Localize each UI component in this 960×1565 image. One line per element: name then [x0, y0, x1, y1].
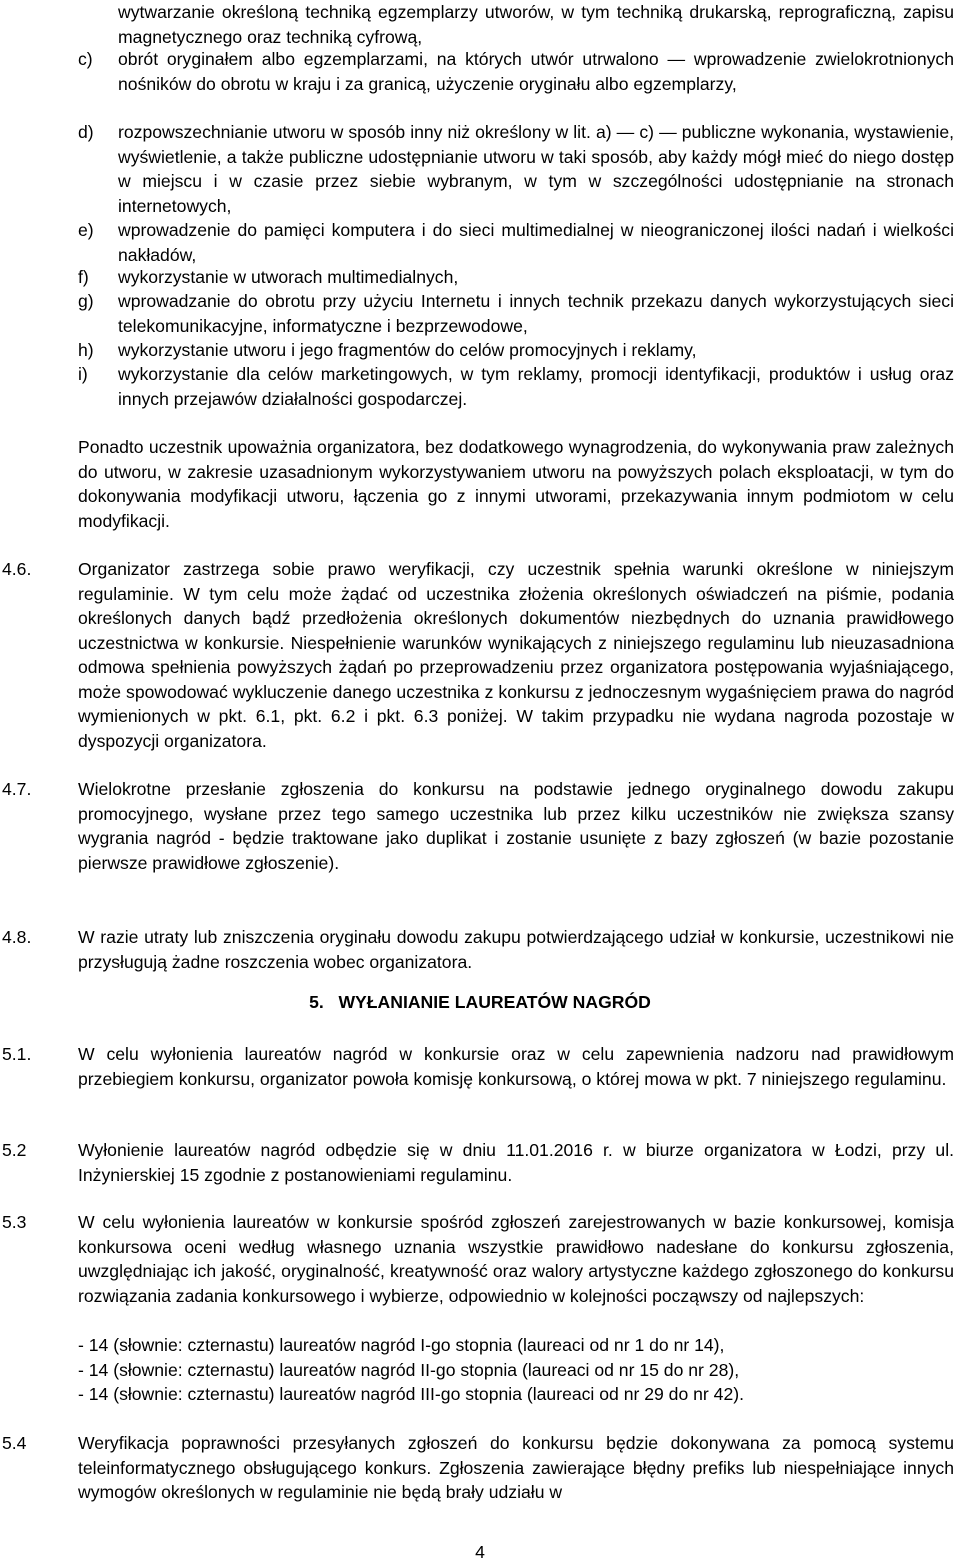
section-number: 5.3: [2, 1212, 27, 1232]
prize-list: [78, 1333, 954, 1407]
list-text: rozpowszechnianie utworu w sposób inny niż określony w lit. a) — c) — publiczne wykonania, wystawienie, wyświetlenie, a także publiczne udostępnianie utworu w taki sposób, aby każdy mógł mieć do niego dostęp w miejscu i w czasie przez siebie wybranym, w tym w szczególności udostępnianie na stronach internetowych,: [118, 122, 954, 216]
section-heading: 5. WYŁANIANIE LAUREATÓW NAGRÓD: [309, 992, 651, 1012]
list-text: wprowadzenie do pamięci komputera i do sieci multimedialnej w nieograniczonej ilości nadań i wielkości nakładów,: [118, 220, 954, 265]
section-text: Weryfikacja poprawności przesyłanych zgłoszeń do konkursu będzie dokonywana za pomocą systemu teleinformatycznego obsługującego konkurs. Zgłoszenia zawierające błędny prefiks lub niespełniające innych wymogów określonych w regulaminie nie będą brały udziału w: [78, 1433, 954, 1502]
prize-line: - 14 (słownie: czternastu) laureatów nagród III-go stopnia (laureaci od nr 29 do nr 42).: [78, 1384, 744, 1404]
list-text: wytwarzanie określoną techniką egzemplarzy utworów, w tym techniką drukarską, reprograficzną, zapisu magnetycznego oraz techniką cyfrową,: [118, 2, 954, 47]
section-number: 4.6.: [2, 559, 32, 579]
section-text: Organizator zastrzega sobie prawo weryfikacji, czy uczestnik spełnia warunki określone w niniejszym regulaminie. W tym celu może żądać od uczestnika złożenia określonych oświadczeń na piśmie, podania określonych danych bądź przedłożenia określonych dokumentów niezbędnych do uznania prawidłowego uczestnictwa w konkursie. Niespełnienie warunków wynikających z niniejszego regulaminu lub nieuzasadniona odmowa spełnienia powyższych żądań po przeprowadzeniu przez organizatora postępowania wyjaśniającego, może spowodować wykluczenie danego uczestnika z konkursu z jednoczesnym wygaśnięciem prawa do nagród wymienionych w pkt. 6.1, pkt. 6.2 i pkt. 6.3 poniżej. W takim przypadku nie wydana nagroda pozostaje w dyspozycji organizatora.: [78, 559, 954, 751]
section-number: 4.7.: [2, 779, 32, 799]
section-text: W celu wyłonienia laureatów w konkursie spośród zgłoszeń zarejestrowanych w bazie konkursowej, komisja konkursowa oceni według własnego uznania wszystkie prawidłowo nadesłane do konkursu zgłoszenia, uwzględniając ich jakość, oryginalność, kreatywność oraz walory artystyczne każdego zgłoszonego do konkursu rozwiązania zadania konkursowego i wybierze, odpowiednio w kolejności począwszy od najlepszych:: [78, 1212, 954, 1306]
list-marker: f): [78, 267, 89, 287]
page-number: 4: [475, 1542, 485, 1562]
section-number: 5.1.: [2, 1044, 32, 1064]
section-number: 5.4: [2, 1433, 27, 1453]
section-text: Wyłonienie laureatów nagród odbędzie się w dniu 11.01.2016 r. w biurze organizatora w Łodzi, przy ul. Inżynierskiej 15 zgodnie z postanowieniami regulaminu.: [78, 1140, 954, 1185]
section-number: 5.2: [2, 1140, 27, 1160]
section-text: W razie utraty lub zniszczenia oryginału dowodu zakupu potwierdzającego udział w konkursie, uczestnikowi nie przysługują żadne roszczenia wobec organizatora.: [78, 927, 954, 972]
section-text: W celu wyłonienia laureatów nagród w konkursie oraz w celu zapewnienia nadzoru nad prawidłowym przebiegiem konkursu, organizator powoła komisję konkursową, o której mowa w pkt. 7 niniejszego regulaminu.: [78, 1044, 954, 1089]
prize-line: - 14 (słownie: czternastu) laureatów nagród II-go stopnia (laureaci od nr 15 do nr 28),: [78, 1359, 740, 1380]
section-text: Wielokrotne przesłanie zgłoszenia do konkursu na podstawie jednego oryginalnego dowodu zakupu promocyjnego, wysłane przez tego samego uczestnika lub przez kilku uczestników nie zwiększa szansy wygrania nagród - będzie traktowane jako duplikat i zostanie usunięte z bazy zgłoszeń (w bazie pozostanie pierwsze prawidłowe zgłoszenie).: [78, 779, 954, 873]
list-text: wprowadzanie do obrotu przy użyciu Internetu i innych technik przekazu danych wykorzystujących sieci telekomunikacyjne, informatyczne i bezprzewodowe,: [118, 291, 954, 336]
list-marker: c): [78, 49, 93, 69]
list-text: obrót oryginałem albo egzemplarzami, na których utwór utrwalono — wprowadzenie zwielokrotnionych nośników do obrotu w kraju i za granicą, użyczenie oryginału albo egzemplarzy,: [118, 49, 954, 94]
list-text: wykorzystanie utworu i jego fragmentów do celów promocyjnych i reklamy,: [118, 340, 697, 360]
section-number: 4.8.: [2, 927, 32, 947]
list-marker: e): [78, 220, 94, 240]
list-text: wykorzystanie w utworach multimedialnych,: [118, 267, 459, 287]
list-marker: g): [78, 291, 94, 311]
list-text: wykorzystanie dla celów marketingowych, w tym reklamy, promocji identyfikacji, produktów i usług oraz innych przejawów działalności gospodarczej.: [118, 364, 954, 409]
prize-line: - 14 (słownie: czternastu) laureatów nagród I-go stopnia (laureaci od nr 1 do nr 14),: [78, 1335, 725, 1355]
list-marker: h): [78, 340, 94, 360]
list-marker: i): [78, 364, 88, 384]
paragraph-ponadto: Ponadto uczestnik upoważnia organizatora, bez dodatkowego wynagrodzenia, do wykonywania praw zależnych do utworu, w zakresie uzasadnionym wykorzystywaniem utworu na powyższych polach eksploatacji, w tym do dokonywania modyfikacji utworu, łączenia go z innymi utworami, przekazywania innym podmiotom w celu modyfikacji.: [78, 437, 954, 531]
list-marker: d): [78, 122, 94, 142]
